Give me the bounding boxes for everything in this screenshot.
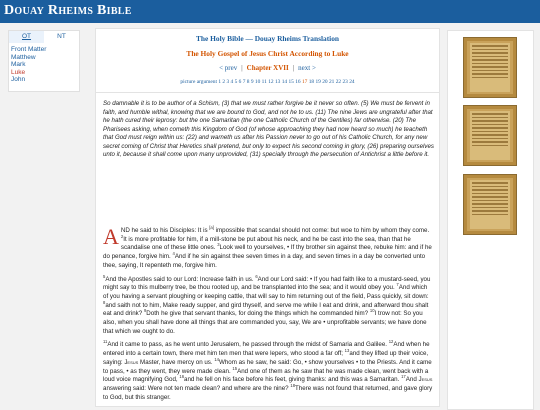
picture-link-16[interactable]: 16 [295,79,301,85]
chapter-argument: So damnable it is to be author of a Schism, (3) that we must rather forgive be it never so often. (5) We must be fervent in faith, and humble withal, knowing that we are bound to God, and not he to us. (11) The nine Jews are ungrateful after that he hath cured their leprosy: but the one Samaritan (the one Catholic Church of the Gentiles) far otherwise. (20) The Pharisees asking, when cometh this Kingdom of God (of whose approaching they had now heard so much) he teacheth that God must reign within us: (22) and warneth us after his Passion never to go out of his Catholic Church, for any new secret coming of Christ that Heretics shall pretend, but only to expect his second coming in glory, (26) preparing ourselves unto it, because it shall come upon many unprovided, (31) specially through the persecution of Antichrist a little before it. [103,100,434,159]
book-link-john[interactable]: John [11,76,26,83]
chapter-nav: < prev | Chapter XVII | next > [219,64,316,72]
book-link-matthew[interactable]: Matthew [11,53,36,61]
page-image-1[interactable] [463,37,517,98]
divider [96,92,439,93]
picture-link-4[interactable]: 4 [230,79,234,85]
chapter-panel [95,28,440,407]
book-list [9,43,79,84]
verse-paragraph: AND he said to his Disciples: It is [a] impossible that scandal should not come: but woe to him by whom they come. $^2$It is more profitable for him, if a mill-stone be put about his neck, and he be cast into the sea, than that he scandalise one of these little ones. $^3$Look well to yourselves, • If thy brother sin against thee, rebuke him: and if he do penance, forgive him. $^4$And if he sin against thee seven times in a day, and seven times in a day be converted unto thee, saying, It repenteth me, forgive him. [103,224,432,269]
picture-link-14[interactable]: 14 [281,79,288,85]
next-chapter-link[interactable]: next > [298,64,316,72]
verse-paragraph: $^{11}$And it came to pass, as he went unto Jerusalem, he passed through the midst of Samaria and Galilee. $^{12}$And when he entered into a certain town, there met him ten men that were lepers, who stood a far off; $^{13}$and they lifted up their voice, saying: Jesus Master, have mercy on us. $^{14}$Whom as he saw, he said: Go, • show yourselves • to the Priests. And it came to pass, • as they went, they were made clean. $^{15}$And one of them as he saw that he was made clean, went back with a loud voice magnifying God, $^{16}$and he fell on his face before his feet, giving thanks: and this was a Samaritan. $^{17}$And Jesus answering said: Were not ten made clean? and where are the nine? $^{18}$There was not found that returned, and gave glory to God, but this stranger. [103,339,433,401]
book-link-mark[interactable]: Mark [11,61,26,68]
picture-link-20[interactable]: 20 [322,79,328,85]
picture-link-7[interactable]: 7 [242,79,246,85]
book-link-luke[interactable]: Luke [11,68,26,76]
picture-link-24[interactable]: 24 [349,79,355,85]
verse-paragraph: $^5$And the Apostles said to our Lord: Increase faith in us. $^6$And our Lord said: • If you had faith like to a mustard-seed, you might say to this mulberry tree, be thou rooted up, and be transplanted into the sea; and it would obey you. $^7$And which of you having a servant ploughing or keeping cattle, that will say to him returning out of the field, Pass quickly, sit down: $^8$and saith not to him, Make ready supper, and gird thyself, and serve me while I eat and drink, and afterward thou shalt eat and drink? $^9$Doth he give that servant thanks, for doing the things which he commanded him? $^{10}$I trow not: So you also, when you shall have done all things that are commanded you, say, We are • unprofitable servants; we have done that which we ought to do. [103,273,431,335]
page-images-panel [447,30,534,410]
picture-link-17[interactable]: 17 [301,79,308,85]
picture-argument-links [96,79,439,85]
chapter-text [103,224,434,407]
drop-cap: A [103,224,119,249]
chapter-title: Chapter XVII [246,64,289,72]
tab-new-testament[interactable]: NT [57,33,66,40]
page-image-2[interactable] [463,105,517,166]
picture-argument-label: picture argument [180,79,217,85]
picture-link-2[interactable]: 2 [222,79,226,85]
prev-chapter-link[interactable]: < prev [219,64,238,72]
book-title: The Holy Gospel of Jesus Christ According to Luke [186,49,349,58]
top-bar [0,0,540,23]
picture-link-23[interactable]: 23 [342,79,348,85]
testament-tabs [9,31,79,43]
picture-link-19[interactable]: 19 [315,79,321,85]
picture-link-3[interactable]: 3 [226,79,230,85]
picture-link-10[interactable]: 10 [254,79,261,85]
tab-old-testament[interactable]: OT [9,31,44,43]
picture-link-1[interactable]: 1 [218,79,222,85]
picture-link-9[interactable]: 9 [250,79,254,85]
picture-link-18[interactable]: 18 [308,79,315,85]
bible-title: The Holy Bible — Douay Rheims Translation [195,34,340,43]
picture-link-15[interactable]: 15 [288,79,294,85]
picture-link-11[interactable]: 11 [261,79,267,85]
note-link[interactable]: [a] [209,224,214,230]
picture-link-8[interactable]: 8 [246,79,250,85]
site-title[interactable]: Douay Rheims Bible [4,3,132,18]
picture-link-5[interactable]: 5 [234,79,238,85]
page-image-3[interactable] [463,174,517,235]
picture-link-22[interactable]: 22 [335,79,342,85]
picture-link-12[interactable]: 12 [268,79,274,85]
book-link-front-matter[interactable]: Front Matter [11,46,47,53]
picture-link-6[interactable]: 6 [238,79,242,85]
picture-link-13[interactable]: 13 [274,79,281,85]
book-navigator [8,30,80,92]
picture-link-21[interactable]: 21 [328,79,335,85]
